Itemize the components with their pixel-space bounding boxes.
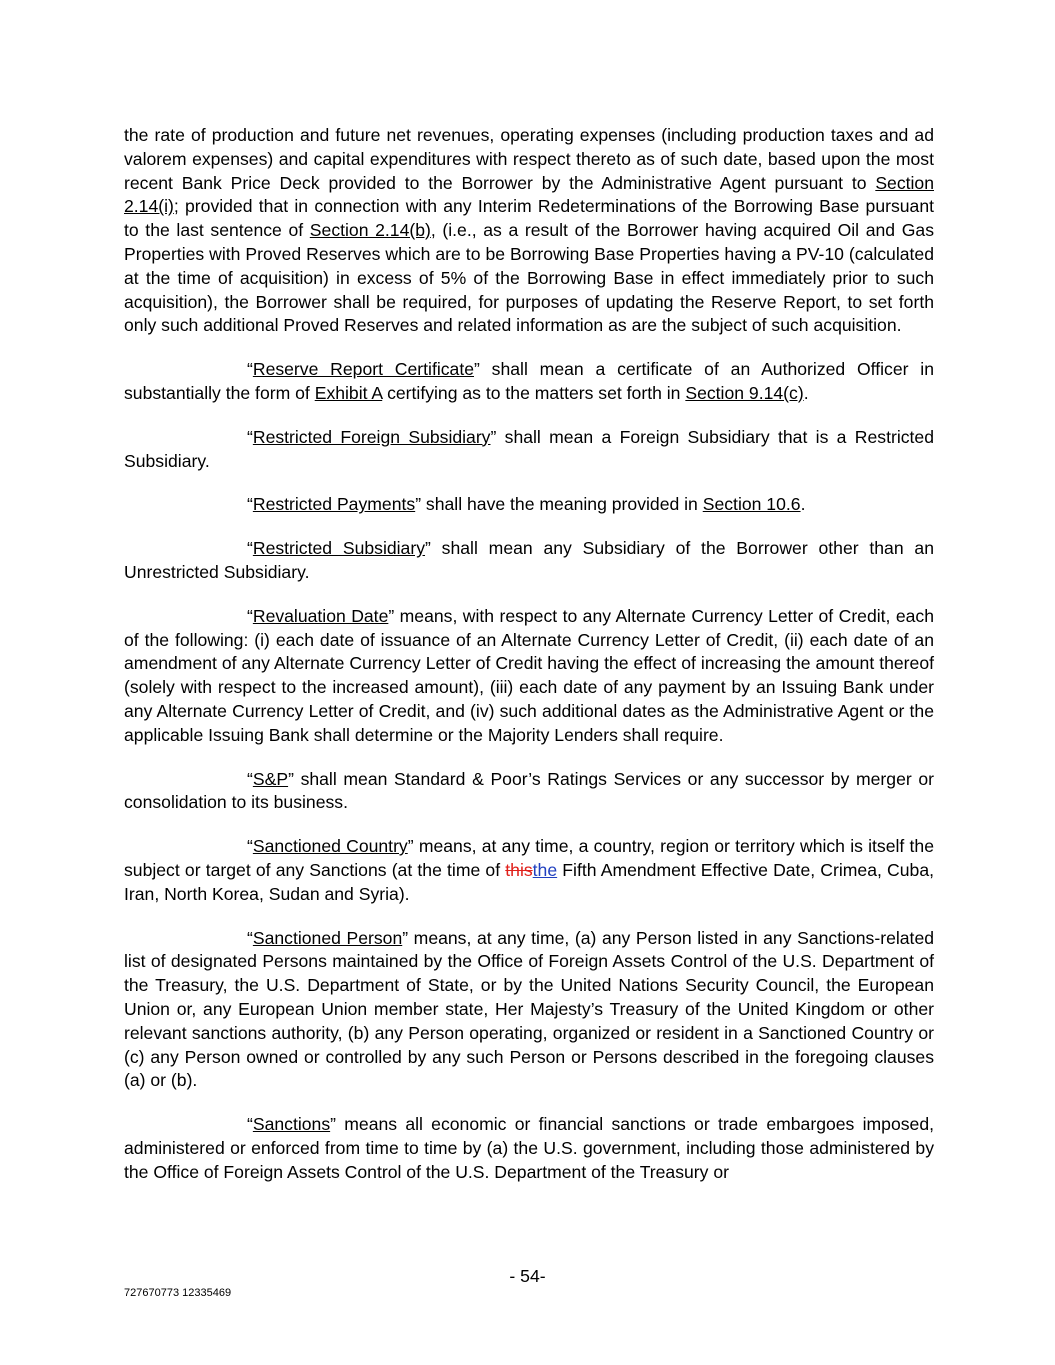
section-reference: Section 10.6: [702, 494, 801, 515]
definition-reserve-report-certificate: “Reserve Report Certificate” shall mean a certificate of an Authorized Officer in substantially the form of Exhibit A certifying as to the matters set forth in Section 9.14(c).: [124, 359, 934, 403]
document-id: 727670773 12335469: [124, 1287, 232, 1299]
definition-revaluation-date: “Revaluation Date” means, with respect to any Alternate Currency Letter of Credit, each of the following: (i) each date of issuance of an Alternate Currency Letter of Credit, (ii) each date of an amendment of any Alternate Currency Letter of Credit having the effect of increasing the amount thereof (solely with respect to the increased amount), (iii) each date of any payment by an Issuing Bank under any Alternate Currency Letter of Credit, and (iv) such additional dates as the Administrative Agent or the applicable Issuing Bank shall determine or the Majority Lenders shall require.: [124, 605, 934, 745]
definition-sanctioned-person: “Sanctioned Person” means, at any time, (a) any Person listed in any Sanctions-related list of designated Persons maintained by the Office of Foreign Assets Control of the U.S. Department of the Treasury, the U.S. Department of State, or by the United Nations Security Council, the European Union or, any European Union member state, Her Majesty’s Treasury of the United Kingdom or other relevant sanctions authority, (b) any Person operating, organized or resident in a Sanctioned Country or (c) any Person owned or controlled by any such Person or Persons described in the foregoing clauses (a) or (b).: [124, 927, 935, 1091]
body-text: [124, 124, 934, 1204]
deleted-text: this: [505, 859, 533, 880]
defined-term: Restricted Payments: [252, 494, 416, 515]
page-number: - 54-: [509, 1266, 546, 1286]
definition-sanctions: “Sanctions” means all economic or financial sanctions or trade embargoes imposed, administered or enforced from time to time by (a) the U.S. government, including those administered by the Office of Foreign Assets Control of the U.S. Department of the Treasury or: [124, 1114, 934, 1182]
inserted-text: the: [532, 859, 558, 880]
defined-term: Reserve Report Certificate: [252, 359, 474, 380]
definition-restricted-foreign-subsidiary: “Restricted Foreign Subsidiary” shall mean a Foreign Subsidiary that is a Restricted Subsidiary.: [124, 426, 934, 471]
section-reference: Section 2.14(b): [309, 220, 431, 241]
defined-term: Sanctioned Country: [252, 836, 408, 857]
section-reference: Section 2.14(i): [124, 172, 934, 217]
defined-term: Restricted Subsidiary: [252, 538, 426, 559]
intro-paragraph: [124, 124, 934, 338]
definition-sanctioned-country: “Sanctioned Country” means, at any time, a country, region or territory which is itself the subject or target of any Sanctions (at the time of thisthe Fifth Amendment Effective Date, Crimea, Cuba, Iran, North Korea, Sudan and Syria).: [124, 836, 934, 904]
defined-term: Restricted Foreign Subsidiary: [252, 426, 491, 447]
text-run: ; provided that in connection with any Interim Redeterminations of the Borrowing Base pursuant to the last sentence of: [124, 196, 934, 241]
section-reference: Section 9.14(c): [685, 382, 804, 403]
defined-term: Sanctioned Person: [252, 927, 403, 948]
defined-term: S&P: [252, 768, 289, 789]
definition-restricted-payments: “Restricted Payments” shall have the meaning provided in Section 10.6.: [247, 494, 806, 515]
defined-term: Revaluation Date: [252, 605, 389, 626]
defined-term: Sanctions: [252, 1114, 331, 1135]
exhibit-reference: Exhibit A: [314, 382, 383, 403]
definition-restricted-subsidiary: “Restricted Subsidiary” shall mean any Subsidiary of the Borrower other than an Unrestricted Subsidiary.: [124, 538, 934, 582]
text-run: the rate of production and future net revenues, operating expenses (including production taxes and ad valorem expenses) and capital expenditures with respect thereto as of such date, based upon the most recent Bank Price Deck provided to the Borrower by the Administrative Agent pursuant to: [124, 125, 934, 193]
definition-sp: “S&P” shall mean Standard & Poor’s Ratings Services or any successor by merger or consolidation to its business.: [124, 768, 934, 813]
text-run: , (i.e., as a result of the Borrower having acquired Oil and Gas Properties with Proved Reserves which are to be Borrowing Base Properties having a PV-10 (calculated at the time of acquisition) in excess of 5% of the Borrowing Base in effect immediately prior to such acquisition), the Borrower shall be required, for purposes of updating the Reserve Report, to set forth only such additional Proved Reserves and related information as are the subject of such acquisition.: [124, 220, 934, 336]
